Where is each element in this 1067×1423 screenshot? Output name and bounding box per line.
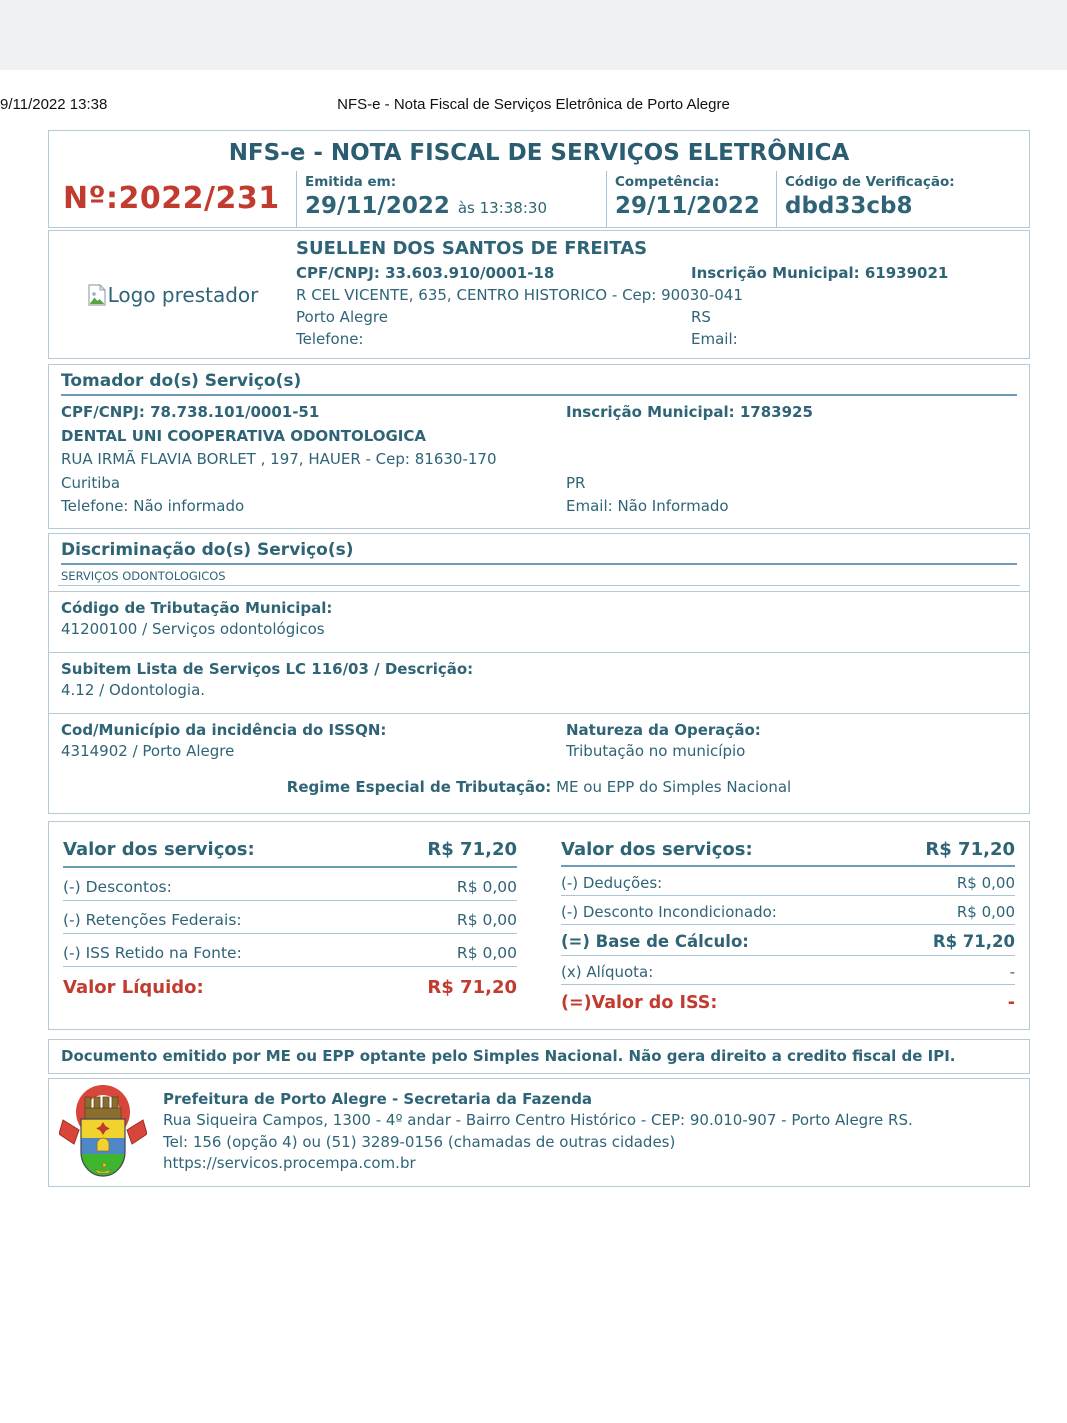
invoice-number: Nº:2022/231 [63, 181, 280, 216]
deducoes-value: R$ 0,00 [956, 873, 1015, 892]
footer-phone: Tel: 156 (opção 4) ou (51) 3289-0156 (chamadas de outras cidades) [163, 1132, 676, 1151]
subitem-section [49, 652, 1029, 708]
desconto-incondicionado-row [561, 896, 1015, 925]
print-datetime: 9/11/2022 13:38 [0, 96, 108, 113]
footer-address: Rua Siqueira Campos, 1300 - 4º andar - Bairro Centro Histórico - CEP: 90.010-907 - Porto Alegre RS. [163, 1111, 913, 1129]
tomador-inscricao-municipal: Inscrição Municipal: 1783925 [566, 403, 813, 421]
tomador-state: PR [566, 473, 586, 492]
codigo-tributacao-value: 41200100 / Serviços odontológicos [61, 619, 325, 638]
valores-box [48, 821, 1030, 1030]
verification-cell [776, 171, 1029, 227]
porto-alegre-coat-of-arms [59, 1084, 147, 1178]
retencoes-label: (-) Retenções Federais: [63, 910, 242, 929]
base-calculo-label: (=) Base de Cálculo: [561, 931, 749, 951]
valor-liquido-row [63, 967, 517, 998]
prestador-phone-label: Telefone: [296, 330, 364, 348]
invoice-title: NFS-e - NOTA FISCAL DE SERVIÇOS ELETRÔNICA [228, 140, 850, 166]
tomador-box [48, 364, 1030, 529]
valor-servicos-value-2: R$ 71,20 [925, 838, 1015, 860]
valor-iss-value: - [1007, 992, 1015, 1013]
simples-nacional-note: Documento emitido por ME ou EPP optante pelo Simples Nacional. Não gera direito a credito fiscal de IPI. [48, 1039, 1030, 1074]
print-header [0, 96, 1067, 113]
emitted-time: às 13:38:30 [457, 199, 547, 217]
natureza-value: Tributação no município [566, 741, 746, 760]
codigo-tributacao-section [49, 591, 1029, 647]
valor-liquido-label: Valor Líquido: [63, 976, 204, 998]
invoice-number-cell [49, 171, 296, 227]
footer-url: https://servicos.procempa.com.br [163, 1154, 416, 1172]
municipio-section [49, 713, 1029, 813]
tomador-phone: Telefone: Não informado [61, 497, 245, 515]
prestador-email-label: Email: [691, 330, 738, 348]
prestador-address: R CEL VICENTE, 635, CENTRO HISTORICO - Cep: 90030-041 [296, 286, 743, 304]
competencia-cell [606, 171, 776, 227]
footer-text [163, 1084, 913, 1175]
retencoes-row [63, 901, 517, 934]
iss-retido-value: R$ 0,00 [456, 943, 517, 962]
tomador-name: DENTAL UNI COOPERATIVA ODONTOLOGICA [61, 426, 427, 445]
iss-retido-label: (-) ISS Retido na Fonte: [63, 943, 242, 962]
valor-liquido-value: R$ 71,20 [427, 976, 517, 998]
prestador-logo-alt-text: Logo prestador [107, 282, 259, 307]
footer-orgao: Prefeitura de Porto Alegre - Secretaria da Fazenda [163, 1089, 593, 1108]
retencoes-value: R$ 0,00 [456, 910, 517, 929]
print-title: NFS-e - Nota Fiscal de Serviços Eletrônica de Porto Alegre [337, 96, 730, 113]
aliquota-value: - [1009, 962, 1015, 981]
valores-right-column [561, 832, 1015, 1013]
invoice-meta-row [49, 171, 1029, 227]
deducoes-row [561, 867, 1015, 896]
prestador-info [296, 231, 1029, 358]
valores-left-column [63, 832, 517, 1013]
aliquota-label: (x) Alíquota: [561, 962, 654, 981]
emitted-cell [296, 171, 606, 227]
desconto-incondicionado-value: R$ 0,00 [956, 902, 1015, 921]
valor-servicos-label: Valor dos serviços: [63, 838, 255, 860]
valor-iss-row [561, 985, 1015, 1013]
verification-label: Código de Verificação: [785, 174, 955, 190]
natureza-label: Natureza da Operação: [566, 720, 761, 739]
verification-code: dbd33cb8 [785, 193, 913, 219]
valor-iss-label: (=)Valor do ISS: [561, 992, 718, 1013]
base-calculo-value: R$ 71,20 [932, 931, 1015, 951]
prestador-city: Porto Alegre [296, 308, 388, 326]
descontos-row [63, 868, 517, 901]
servico-box [48, 533, 1030, 814]
invoice-header-box [48, 130, 1030, 228]
competencia-date: 29/11/2022 [615, 193, 760, 219]
tomador-title: Tomador do(s) Serviço(s) [61, 371, 1017, 396]
tomador-cpf-cnpj: CPF/CNPJ: 78.738.101/0001-51 [61, 403, 320, 421]
prestador-state: RS [691, 308, 711, 326]
descontos-label: (-) Descontos: [63, 877, 172, 896]
regime-value: ME ou EPP do Simples Nacional [556, 777, 792, 796]
desconto-incondicionado-label: (-) Desconto Incondicionado: [561, 902, 777, 921]
valor-servicos-value: R$ 71,20 [427, 838, 517, 860]
codigo-tributacao-label: Código de Tributação Municipal: [61, 598, 333, 617]
prestador-cpf-cnpj: CPF/CNPJ: 33.603.910/0001-18 [296, 264, 555, 282]
deducoes-label: (-) Deduções: [561, 873, 663, 892]
footer-box [48, 1078, 1030, 1187]
prestador-box [48, 230, 1030, 359]
prestador-logo [49, 231, 296, 358]
competencia-label: Competência: [615, 174, 720, 190]
valor-servicos-row [63, 832, 517, 868]
valor-servicos-row-2 [561, 832, 1015, 867]
emitted-label: Emitida em: [305, 174, 397, 190]
municipio-value: 4314902 / Porto Alegre [61, 741, 235, 760]
base-calculo-row [561, 925, 1015, 956]
aliquota-row [561, 956, 1015, 985]
iss-retido-row [63, 934, 517, 967]
tomador-city: Curitiba [61, 473, 121, 492]
invoice-document [48, 130, 1030, 1187]
municipio-label: Cod/Município da incidência do ISSQN: [61, 720, 387, 739]
emitted-date: 29/11/2022 [305, 193, 450, 219]
tomador-address: RUA IRMÃ FLAVIA BORLET , 197, HAUER - Cep: 81630-170 [61, 450, 497, 468]
prestador-inscricao-municipal: Inscrição Municipal: 61939021 [691, 264, 949, 282]
browser-top-bar [0, 0, 1067, 70]
servico-title: Discriminação do(s) Serviço(s) [61, 540, 1017, 565]
regime-label: Regime Especial de Tributação: [286, 777, 552, 796]
descontos-value: R$ 0,00 [456, 877, 517, 896]
prestador-name: SUELLEN DOS SANTOS DE FREITAS [296, 238, 648, 259]
subitem-label: Subitem Lista de Serviços LC 116/03 / Descrição: [61, 659, 474, 678]
servico-descricao: SERVIÇOS ODONTOLOGICOS [58, 567, 1020, 586]
broken-image-icon [87, 284, 107, 306]
subitem-value: 4.12 / Odontologia. [61, 680, 206, 699]
tomador-email: Email: Não Informado [566, 497, 729, 515]
valor-servicos-label-2: Valor dos serviços: [561, 838, 753, 860]
